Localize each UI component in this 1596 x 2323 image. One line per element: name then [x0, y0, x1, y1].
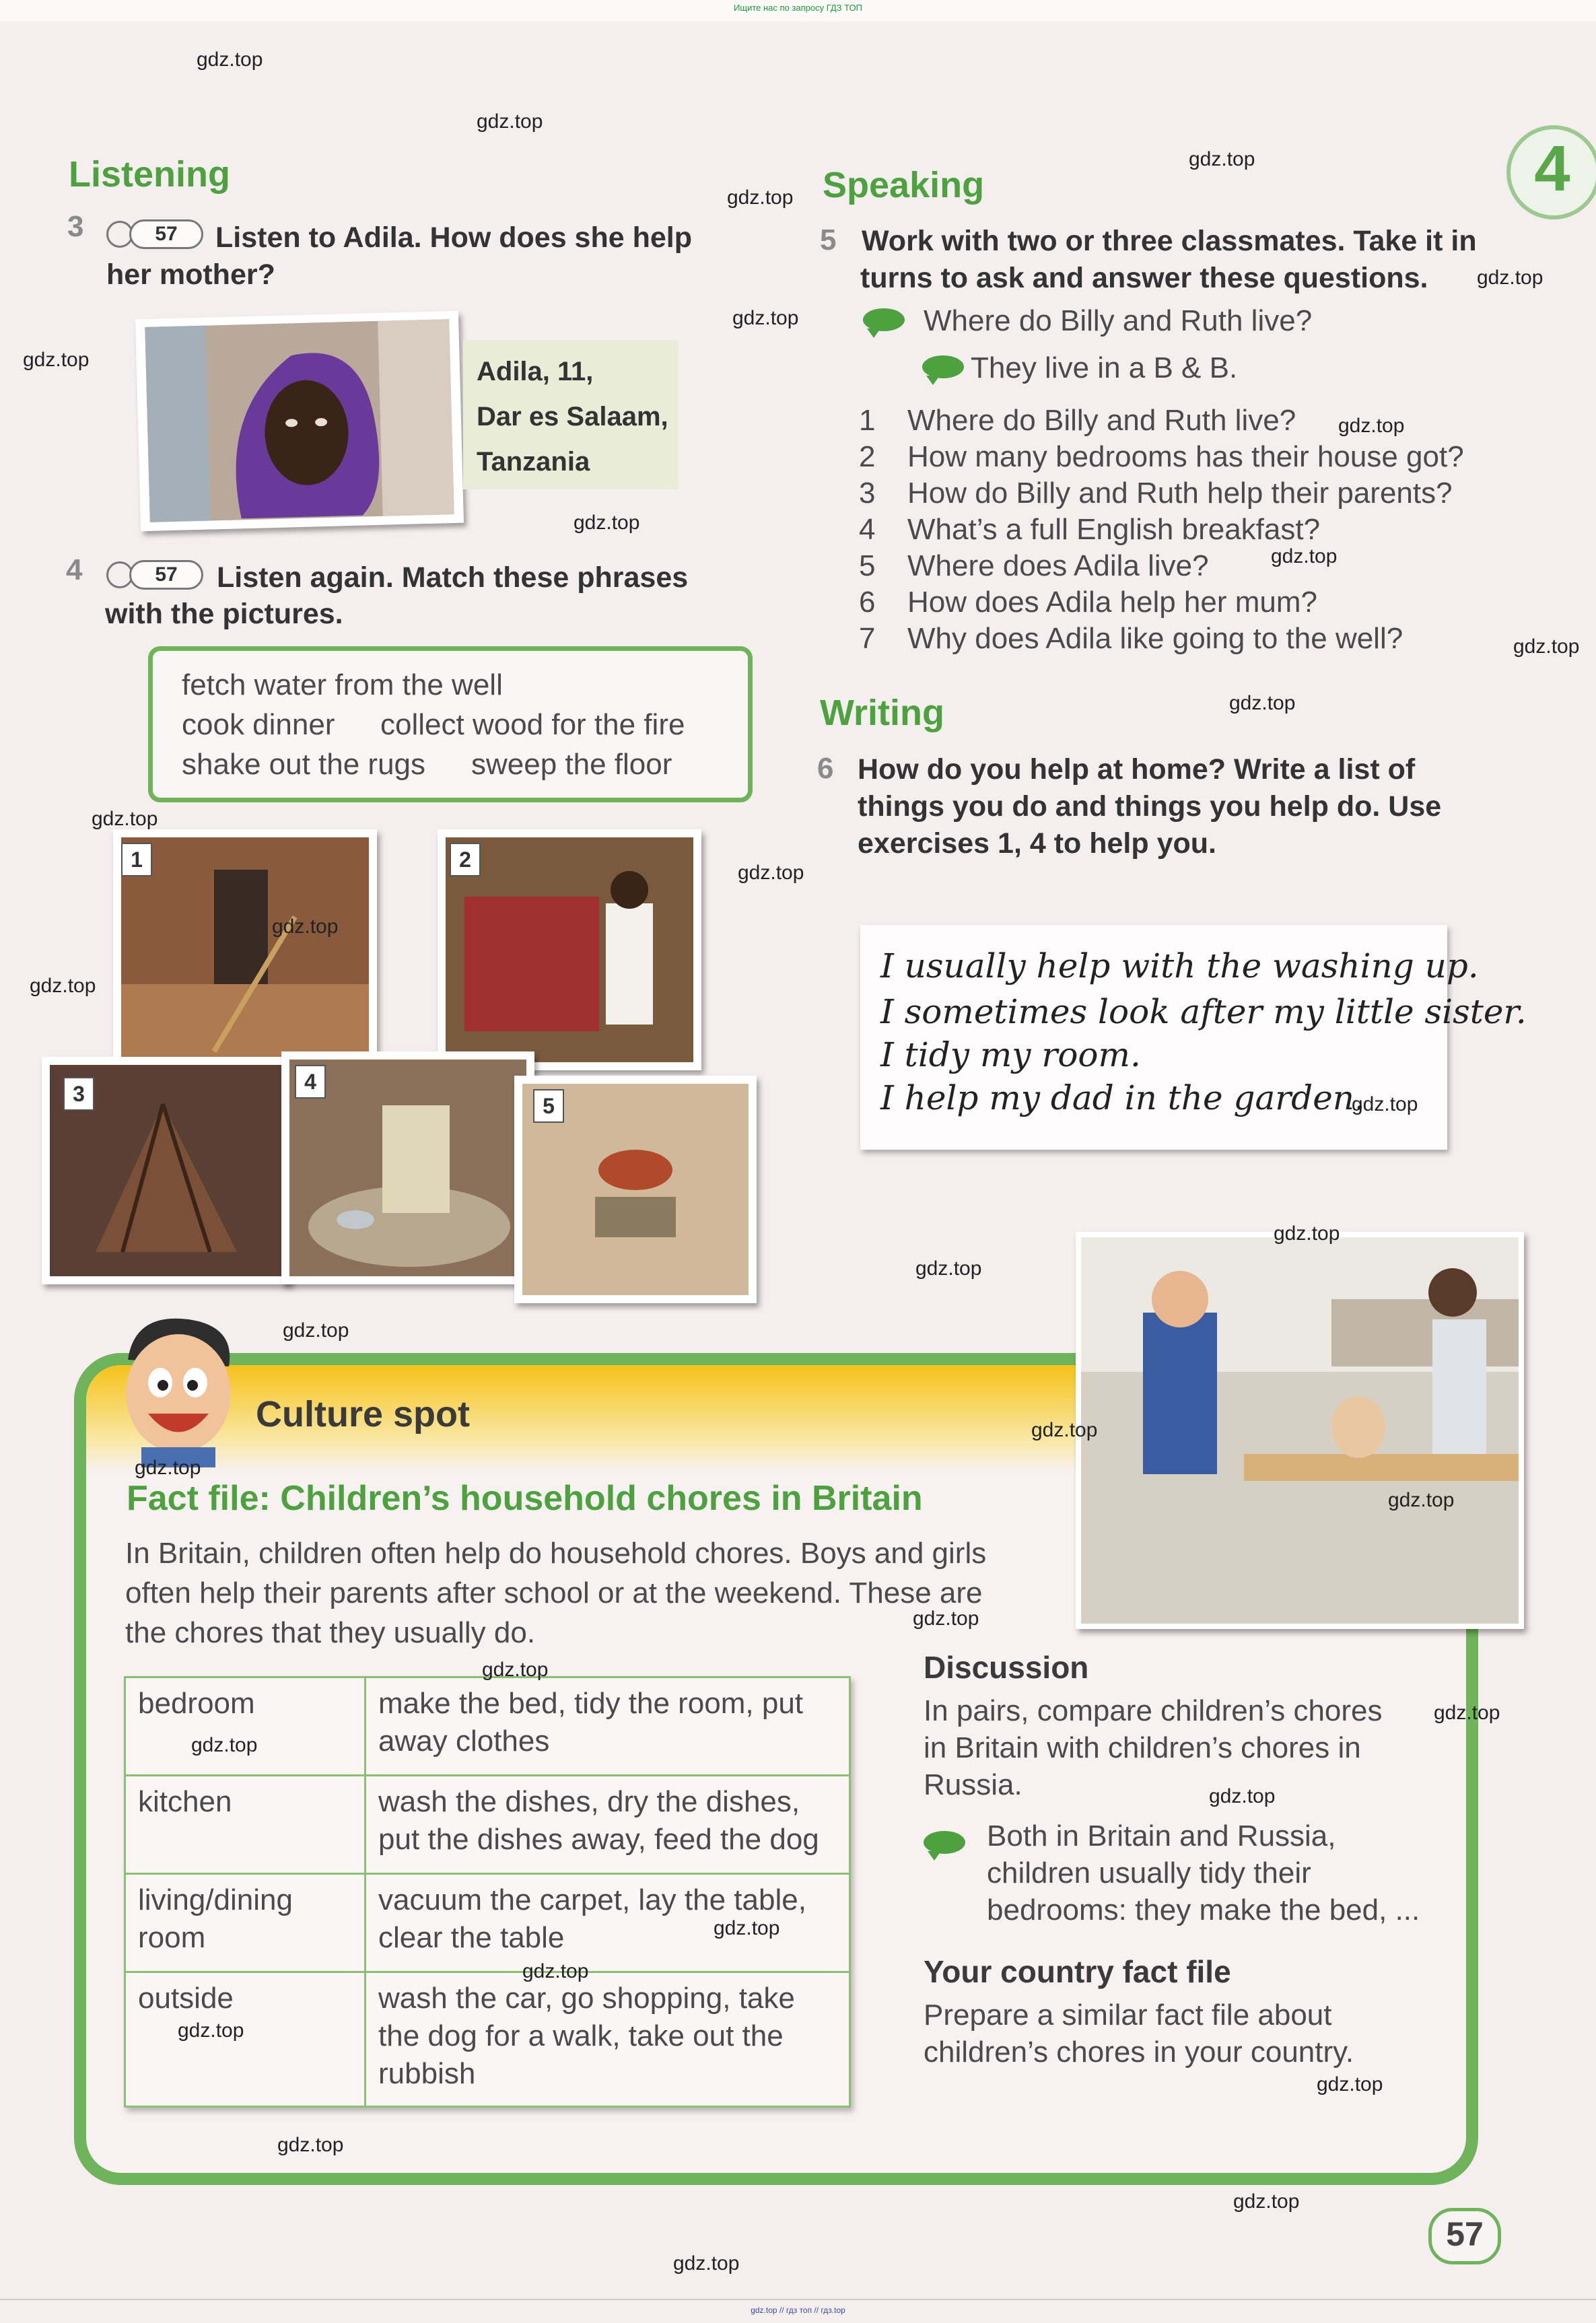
watermark: gdz.top [1271, 545, 1338, 567]
chores-text: away clothes [378, 1725, 550, 1758]
bottom-divider [0, 2299, 1596, 2300]
question-text: What’s a full English breakfast? [907, 513, 1321, 546]
chores-text: rubbish [378, 2057, 476, 2090]
speech-bubble-icon [922, 355, 964, 378]
table-row [125, 1776, 850, 1874]
watermark: gdz.top [1388, 1489, 1455, 1511]
phrase-fetch-water: fetch water from the well [182, 668, 503, 701]
table-row [125, 1677, 850, 1776]
watermark: gdz.top [1352, 1093, 1418, 1115]
q5-number: 5 [820, 223, 837, 256]
room-name: bedroom [138, 1687, 255, 1720]
watermark: gdz.top [1513, 635, 1580, 658]
q4-text-line2: with the pictures. [105, 598, 343, 630]
watermark: gdz.top [522, 1960, 589, 1982]
listening-title: Listening [69, 154, 230, 195]
watermark: gdz.top [135, 1457, 201, 1479]
q5-text-line2: turns to ask and answer these questions. [860, 262, 1428, 294]
q6-line1: How do you help at home? Write a list of [858, 753, 1416, 786]
q5-text-line1: Work with two or three classmates. Take it in [862, 225, 1477, 257]
question-number: 1 [859, 404, 876, 437]
watermark: gdz.top [283, 1319, 349, 1342]
watermark: gdz.top [714, 1917, 780, 1939]
chores-text: clear the table [378, 1921, 565, 1954]
room-name: room [138, 1921, 206, 1954]
note-line: I help my dad in the garden. [880, 1078, 1365, 1117]
question-number: 5 [859, 549, 876, 582]
question-text: How does Adila help her mum? [907, 586, 1317, 619]
q6-number: 6 [817, 752, 834, 785]
picture-number: 4 [295, 1065, 326, 1099]
chores-text: wash the car, go shopping, take [378, 1982, 795, 2015]
phrase-collect-wood: collect wood for the fire [380, 708, 685, 741]
kitchen-scene-image [1076, 1232, 1524, 1629]
watermark: gdz.top [913, 1607, 979, 1630]
discussion-title: Discussion [924, 1650, 1089, 1685]
watermark: gdz.top [23, 349, 90, 371]
country-line1: Prepare a similar fact file about [924, 1999, 1332, 2032]
country-line2: children’s chores in your country. [924, 2036, 1354, 2069]
adila-portrait-image [135, 311, 464, 531]
room-name: living/dining [138, 1883, 293, 1916]
watermark: gdz.top [1209, 1785, 1276, 1807]
watermark: gdz.top [191, 1734, 258, 1756]
q3-text-line1: Listen to Adila. How does she help [215, 221, 692, 254]
watermark: gdz.top [915, 1257, 982, 1280]
picture-1 [113, 829, 377, 1070]
watermark: gdz.top [178, 2019, 244, 2042]
picture-number: 2 [450, 843, 481, 876]
room-name: kitchen [138, 1785, 232, 1818]
watermark: gdz.top [30, 975, 96, 997]
discussion-line3: Russia. [924, 1768, 1022, 1801]
note-line: I usually help with the washing up. [880, 946, 1479, 985]
watermark: gdz.top [673, 2252, 740, 2275]
question-text: Where do Billy and Ruth live? [907, 404, 1296, 437]
picture-5 [514, 1076, 757, 1303]
watermark: gdz.top [1434, 1702, 1500, 1724]
watermark: gdz.top [1477, 267, 1543, 289]
room-cell [125, 1677, 366, 1776]
discussion-line2: in Britain with children’s chores in [924, 1731, 1361, 1764]
watermark: gdz.top [197, 48, 263, 71]
top-note: Ищите нас по запросу ГДЗ ТОП [734, 3, 862, 13]
picture-number: 1 [121, 843, 152, 876]
example-question: Where do Billy and Ruth live? [924, 304, 1313, 337]
caption-line1: Adila, 11, [477, 357, 594, 386]
room-name: outside [138, 1982, 234, 2015]
discussion-example-line3: bedrooms: they make the bed, ... [987, 1894, 1420, 1927]
watermark: gdz.top [574, 512, 640, 534]
discussion-example-line1: Both in Britain and Russia, [987, 1819, 1336, 1852]
family-kitchen-photo [1076, 1232, 1524, 1629]
watermark: gdz.top [1233, 2190, 1300, 2213]
q4-text-line1: Listen again. Match these phrases [217, 561, 689, 594]
caption-line3: Tanzania [477, 447, 590, 477]
note-line: I sometimes look after my little sister. [880, 992, 1527, 1031]
speech-bubble-icon [924, 1831, 965, 1854]
watermark: gdz.top [1317, 2073, 1383, 2095]
watermark: gdz.top [732, 307, 799, 329]
q3-cd-track: 57 [129, 219, 203, 249]
chores-text: the dog for a walk, take out the [378, 2019, 784, 2052]
picture-number: 3 [63, 1077, 94, 1111]
watermark: gdz.top [1338, 415, 1405, 437]
q4-cd-track: 57 [129, 560, 203, 590]
chores-cell [366, 1972, 850, 2107]
room-cell [125, 1972, 366, 2107]
speaking-title: Speaking [823, 165, 985, 205]
chores-cell [366, 1776, 850, 1874]
boy-mascot-icon [108, 1313, 249, 1467]
writing-title: Writing [820, 693, 944, 733]
picture-3 [42, 1057, 291, 1284]
question-number: 2 [859, 440, 876, 473]
intro-line1: In Britain, children often help do household chores. Boys and girls [125, 1537, 987, 1570]
room-cell [125, 1874, 366, 1972]
intro-line3: the chores that they usually do. [125, 1616, 536, 1649]
q3-text-line2: her mother? [106, 258, 275, 291]
page-number: 57 [1446, 2215, 1484, 2253]
question-number: 3 [859, 477, 876, 510]
caption-line2: Dar es Salaam, [477, 402, 668, 431]
bottom-note: gdz.top // гдз топ // гдз.top [751, 2305, 845, 2315]
question-text: Where does Adila live? [907, 549, 1209, 582]
watermark: gdz.top [277, 2134, 344, 2156]
note-line: I tidy my room. [880, 1035, 1141, 1074]
chores-text: wash the dishes, dry the dishes, [378, 1785, 800, 1818]
watermark: gdz.top [477, 110, 543, 133]
unit-number: 4 [1534, 133, 1570, 205]
question-text: How do Billy and Ruth help their parents? [907, 477, 1453, 510]
country-fact-title: Your country fact file [924, 1954, 1231, 1989]
speech-bubble-icon [863, 308, 905, 331]
discussion-example-line2: children usually tidy their [987, 1857, 1311, 1889]
q6-line3: exercises 1, 4 to help you. [858, 827, 1216, 860]
q6-line2: things you do and things you help do. Use [858, 790, 1442, 823]
watermark: gdz.top [1274, 1222, 1340, 1245]
phrase-cook-dinner: cook dinner [182, 708, 335, 741]
intro-line2: often help their parents after school or at the weekend. These are [125, 1576, 983, 1609]
watermark: gdz.top [738, 862, 804, 884]
discussion-line1: In pairs, compare children’s chores [924, 1694, 1383, 1727]
watermark: gdz.top [1229, 692, 1296, 714]
watermark: gdz.top [92, 808, 158, 830]
question-text: How many bedrooms has their house got? [907, 440, 1464, 473]
phrase-sweep-floor: sweep the floor [471, 748, 672, 781]
phrase-shake-rugs: shake out the rugs [182, 748, 426, 781]
chores-text: vacuum the carpet, lay the table, [378, 1883, 806, 1916]
chores-text: make the bed, tidy the room, put [378, 1687, 804, 1720]
watermark: gdz.top [1031, 1419, 1098, 1441]
chores-text: put the dishes away, feed the dog [378, 1823, 819, 1856]
culture-spot-title: Culture spot [256, 1394, 470, 1434]
question-text: Why does Adila like going to the well? [907, 622, 1403, 655]
q3-number: 3 [67, 210, 84, 243]
question-number: 6 [859, 586, 876, 619]
picture-number: 5 [533, 1089, 564, 1123]
watermark: gdz.top [727, 186, 794, 209]
example-answer: They live in a B & B. [971, 351, 1238, 384]
picture-2 [438, 829, 701, 1070]
fact-file-title: Fact file: Children’s household chores in Britain [127, 1479, 923, 1518]
room-cell [125, 1776, 366, 1874]
chores-cell [366, 1677, 850, 1776]
watermark: gdz.top [482, 1659, 549, 1681]
q4-number: 4 [66, 553, 83, 586]
adila-photo [135, 311, 464, 531]
question-number: 7 [859, 622, 876, 655]
question-number: 4 [859, 513, 876, 546]
watermark: gdz.top [1189, 148, 1255, 170]
watermark: gdz.top [272, 915, 339, 938]
picture-4 [281, 1051, 534, 1284]
